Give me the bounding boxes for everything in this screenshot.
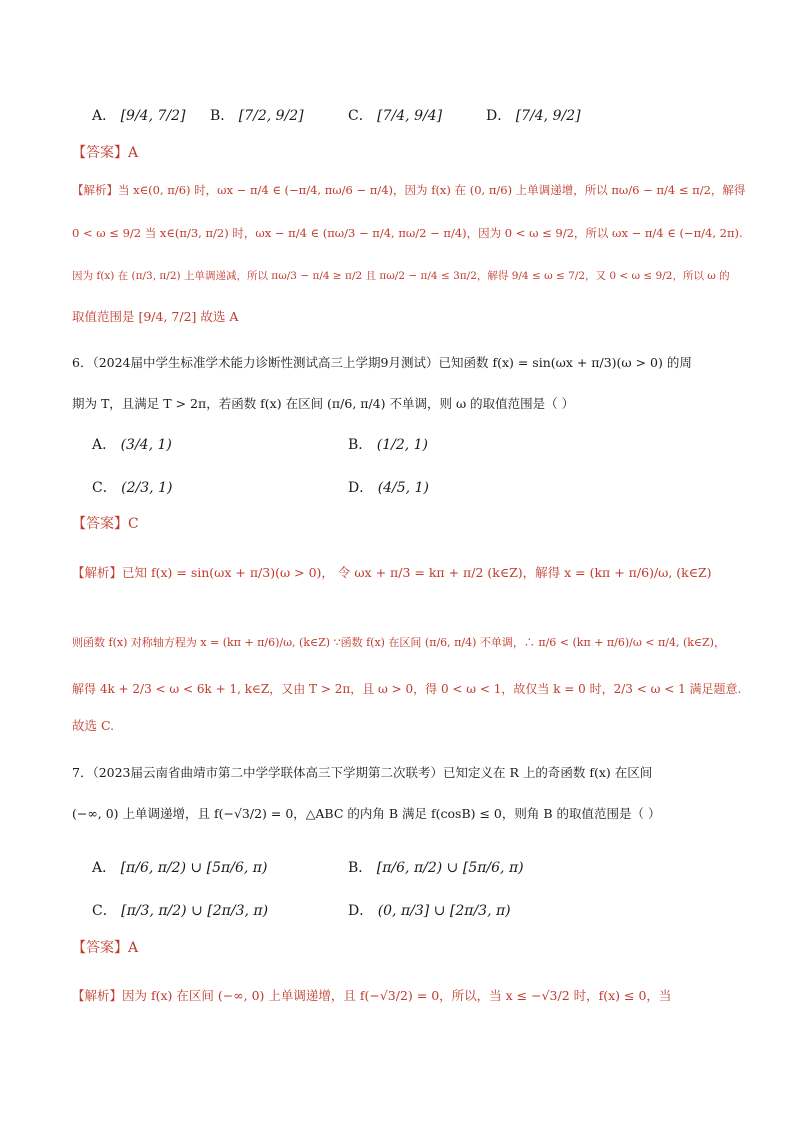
option-label: B． bbox=[348, 437, 373, 453]
option-value: [π/3, π/2) ∪ [2π/3, π) bbox=[121, 903, 269, 919]
analysis-text: 解得 4k + 2/3 < ω < 6k + 1, k∈Z，又由 T > 2π，且 ω > 0，得 0 < ω < 1，故仅当 k = 0 时，2/3 < ω < 1 满足题意. bbox=[72, 682, 742, 696]
q5-option-d[interactable] bbox=[486, 104, 581, 128]
analysis-text: 则函数 f(x) 对称轴方程为 x = (kπ + π/6)/ω, (k∈Z) ∵函数 f(x) 在区间 (π/6, π/4) 不单调，∴ π/6 < (kπ + π/6)/ω < π/4, (k∈Z)， bbox=[72, 636, 725, 649]
analysis-line bbox=[72, 678, 741, 700]
q6-stem-line: 6．（2024届中学生标准学术能力诊断性测试高三上学期9月测试）已知函数 f(x) = sin(ωx + π/3)(ω > 0) 的周 bbox=[72, 355, 692, 370]
q5-answer bbox=[72, 142, 138, 164]
option-label: D． bbox=[486, 108, 512, 124]
option-label: C． bbox=[348, 108, 373, 124]
option-value: (2/3, 1) bbox=[121, 480, 173, 496]
option-label: C． bbox=[92, 480, 117, 496]
q6-answer bbox=[72, 513, 139, 535]
q7-option-a[interactable] bbox=[92, 856, 267, 880]
option-label: A． bbox=[92, 108, 117, 124]
q6-stem-line: 期为 T，且满足 T > 2π，若函数 f(x) 在区间 (π/6, π/4) 不单调，则 ω 的取值范围是（ ） bbox=[72, 396, 575, 411]
option-label: D． bbox=[348, 903, 374, 919]
option-value: [7/4, 9/2] bbox=[515, 108, 581, 124]
analysis-text: 因为 f(x) 在区间 (−∞, 0) 上单调递增，且 f(−√3/2) = 0，所以，当 x ≤ −√3/2 时，f(x) ≤ 0，当 bbox=[122, 988, 672, 1003]
analysis-text: 当 x∈(0, π/6) 时，ωx − π/4 ∈ (−π/4, πω/6 − π/4)，因为 f(x) 在 (0, π/6) 上单调递增，所以 πω/6 − π/4 ≤ π/2，解得 bbox=[118, 183, 746, 197]
analysis-line bbox=[72, 179, 745, 201]
q7-stem-line: (−∞, 0) 上单调递增，且 f(−√3/2) = 0，△ABC 的内角 B 满足 f(cosB) ≤ 0，则角 B 的取值范围是（ ） bbox=[72, 806, 661, 821]
analysis-text: 已知 f(x) = sin(ωx + π/3)(ω > 0)， 令 ωx + π/3 = kπ + π/2 (k∈Z)，解得 x = (kπ + π/6)/ω, (k∈Z) bbox=[122, 565, 712, 580]
option-value: [9/4, 7/2] bbox=[120, 108, 186, 124]
q5-option-a[interactable] bbox=[92, 104, 185, 128]
analysis-line bbox=[72, 265, 730, 287]
answer-value: A bbox=[128, 145, 139, 161]
answer-value: A bbox=[128, 940, 139, 956]
analysis-tag: 【解析】 bbox=[72, 183, 118, 197]
option-label: A． bbox=[92, 860, 117, 876]
q5-option-b[interactable] bbox=[210, 104, 304, 128]
analysis-tag: 【解析】 bbox=[72, 565, 123, 580]
option-value: (4/5, 1) bbox=[377, 480, 429, 496]
analysis-line bbox=[72, 985, 671, 1007]
q6-option-a[interactable] bbox=[92, 433, 172, 457]
q6-option-c[interactable] bbox=[92, 476, 172, 500]
analysis-line bbox=[72, 306, 238, 328]
analysis-text: 故选 C. bbox=[72, 718, 115, 733]
answer-tag: 【答案】 bbox=[72, 516, 128, 532]
q7-answer bbox=[72, 937, 138, 959]
option-value: [7/4, 9/4] bbox=[377, 108, 443, 124]
q6-option-b[interactable] bbox=[348, 433, 428, 457]
q5-option-c[interactable] bbox=[348, 104, 442, 128]
option-label: B． bbox=[210, 108, 235, 124]
option-value: (0, π/3] ∪ [2π/3, π) bbox=[377, 903, 511, 919]
option-label: A． bbox=[92, 437, 117, 453]
option-value: [π/6, π/2) ∪ [5π/6, π) bbox=[120, 860, 268, 876]
answer-tag: 【答案】 bbox=[72, 940, 128, 956]
option-label: C． bbox=[92, 903, 117, 919]
analysis-line bbox=[72, 222, 743, 244]
answer-value: C bbox=[128, 516, 139, 532]
analysis-text: 0 < ω ≤ 9/2 当 x∈(π/3, π/2) 时，ωx − π/4 ∈ (πω/3 − π/4, πω/2 − π/4)，因为 0 < ω ≤ 9/2，所以 ωx − π/4 ∈ (−π/4, 2π). bbox=[72, 226, 743, 240]
q6-option-d[interactable] bbox=[348, 476, 429, 500]
option-label: B． bbox=[348, 860, 373, 876]
q7-stem-line: 7．（2023届云南省曲靖市第二中学学联体高三下学期第二次联考）已知定义在 R 上的奇函数 f(x) 在区间 bbox=[72, 765, 653, 780]
analysis-line bbox=[72, 715, 114, 737]
option-label: D． bbox=[348, 480, 374, 496]
analysis-line bbox=[72, 632, 725, 654]
q7-option-d[interactable] bbox=[348, 899, 511, 923]
option-value: (3/4, 1) bbox=[120, 437, 172, 453]
option-value: (1/2, 1) bbox=[376, 437, 429, 453]
answer-tag: 【答案】 bbox=[72, 145, 128, 161]
analysis-text: 取值范围是 [9/4, 7/2] 故选 A bbox=[72, 309, 239, 324]
option-value: [π/6, π/2) ∪ [5π/6, π) bbox=[376, 860, 524, 876]
analysis-line bbox=[72, 562, 712, 584]
analysis-text: 因为 f(x) 在 (π/3, π/2) 上单调递减，所以 πω/3 − π/4 ≥ π/2 且 πω/2 − π/4 ≤ 3π/2，解得 9/4 ≤ ω ≤ 7/2，又 0 < ω ≤ 9/2，所以 ω 的 bbox=[72, 270, 730, 282]
option-value: [7/2, 9/2] bbox=[238, 108, 304, 124]
q7-option-b[interactable] bbox=[348, 856, 524, 880]
q7-option-c[interactable] bbox=[92, 899, 268, 923]
analysis-tag: 【解析】 bbox=[72, 988, 123, 1003]
